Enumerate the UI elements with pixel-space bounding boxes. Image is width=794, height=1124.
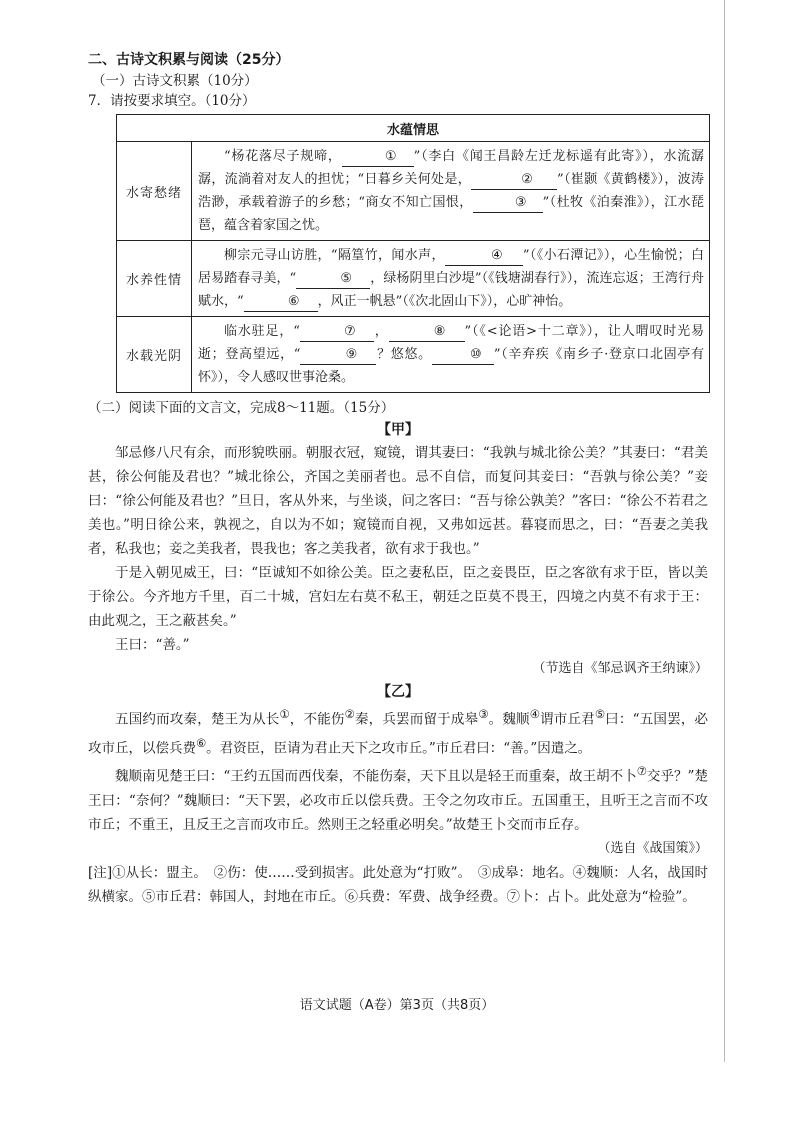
table-row (117, 317, 710, 393)
subsection-title-2: （二）阅读下面的文言文，完成8～11题。（15分） (88, 400, 395, 416)
row-text: 柳宗元寻山访胜，“隔篁竹，闻水声， ④ ”（《小石潭记》），心生愉悦；白居易踏春寻美，“ ⑤ ，绿杨阴里白沙堤”（《钱塘湖春行》），流连忘返；王湾行舟赋水，“ ⑥ ，风正一帆悬”（《次北固山下》），心旷神怡。 (192, 241, 710, 317)
table-row (117, 142, 710, 241)
exam-page (88, 40, 708, 909)
note-mark: ① (279, 708, 290, 721)
passage-jia-title: 【甲】 (377, 422, 419, 438)
blank-1[interactable]: ① (342, 148, 414, 167)
row-label: 水寄愁绪 (117, 142, 192, 241)
row-label: 水载光阴 (117, 317, 192, 393)
row-text: 临水驻足，“ ⑦ ， ⑧ ”（《<论语>十二章》），让人喟叹时光易逝；登高望远，“ ⑨ ？悠悠。 ⑩ ”（辛弃疾《南乡子·登京口北固亭有怀》），令人感叹世事沧桑。 (192, 317, 710, 393)
subsection-title-1: （一）古诗文积累（10分） (92, 73, 258, 89)
note-mark: ⑦ (636, 765, 647, 778)
blank-8[interactable]: ⑧ (389, 323, 465, 342)
note-mark: ⑥ (196, 736, 207, 750)
passage-yi-title: 【乙】 (377, 684, 419, 700)
passage-jia-paragraph: 于是入朝见威王，曰：“臣诚知不如徐公美。臣之妻私臣，臣之妾畏臣，臣之客欲有求于臣，皆以美于徐公。今齐地方千里，百二十城，宫妇左右莫不私王，朝廷之臣莫不畏王，四境之内莫不有求于王：由此观之，王之蔽甚矣。” (88, 565, 708, 629)
note-mark: ⑤ (594, 708, 606, 721)
passage-jia-paragraph: 王曰：“善。” (115, 637, 190, 653)
passage-jia-paragraph: 邹忌修八尺有余，而形貌昳丽。朝服衣冠，窥镜，谓其妻曰：“我孰与城北徐公美？”其妻曰：“君美甚，徐公何能及君也？”城北徐公，齐国之美丽者也。忌不自信，而复问其妾曰：“吾孰与徐公美？”妾曰：“徐公何能及君也？”旦日，客从外来，与坐谈，问之客曰：“吾与徐公孰美？”客曰：“徐公不若君之美也。”明日徐公来，孰视之，自以为不如；窥镜而自视，又弗如远甚。暮寝而思之，曰：“吾妻之美我者，私我也；妾之美我者，畏我也；客之美我者，欲有求于我也。” (88, 445, 708, 557)
note-mark: ③ (478, 708, 489, 721)
section-title: 二、古诗文积累与阅读（25分） (88, 52, 290, 68)
blank-5[interactable]: ⑤ (296, 270, 370, 289)
annotations: [注]①从长：盟主。 ②伤：使……受到损害。此处意为“打败”。 ③成皋：地名。④魏顺：人名，战国时纵横家。⑤市丘君：韩国人，封地在市丘。⑥兵费：军费、战争经费。⑦卜：占卜。此处意为“检验”。 (88, 864, 708, 905)
table-header: 水蕴情思 (117, 115, 710, 142)
blank-2[interactable]: ② (471, 171, 557, 190)
page-edge-line (724, 0, 725, 1062)
row-label: 水养性情 (117, 241, 192, 317)
passage-yi-paragraph: 五国约而攻秦，楚王为从长①，不能伤②秦，兵罢而留于成皋③。魏顺④谓市丘君⑤曰：“五国罢，必攻市丘，以偿兵费⑥。君资臣，臣请为君止天下之攻市丘。”市丘君曰：“善。”因遣之。 (88, 708, 709, 756)
table-row (117, 241, 710, 317)
question-7: 7．请按要求填空。（10分） (88, 93, 256, 109)
row-text: “杨花落尽子规啼， ① ”（李白《闻王昌龄左迁龙标遥有此寄》），水流潺潺，流淌着对友人的担忧；“日暮乡关何处是， ② ”（崔颢《黄鹤楼》），波涛浩渺，承载着游子的乡愁；“商女不知亡国恨， ③ ”（杜牧《泊秦淮》），江水琵琶，蕴含着家国之忧。 (192, 142, 710, 241)
fill-in-table (116, 114, 710, 393)
page-footer: 语文试题（A卷）第3页（共8页） (299, 998, 495, 1013)
blank-7[interactable]: ⑦ (300, 323, 374, 342)
blank-4[interactable]: ④ (445, 247, 523, 266)
passage-yi-paragraph: 魏顺南见楚王曰：“王约五国而西伐秦，不能伤秦，天下且以是轻王而重秦，故王胡不卜⑦交乎？”楚王曰：“奈何？”魏顺曰：“天下罢，必攻市丘以偿兵费。王令之勿攻市丘。五国重王，且听王之言而不攻市丘；不重王，且反王之言而攻市丘。然则王之轻重必明矣。”故楚王卜交而市丘存。 (88, 765, 708, 833)
passage-yi-source: （选自《战国策》） (597, 840, 708, 856)
note-mark: ② (344, 708, 355, 721)
blank-10[interactable]: ⑩ (432, 346, 494, 365)
blank-9[interactable]: ⑨ (300, 346, 376, 365)
blank-3[interactable]: ③ (473, 194, 543, 213)
blank-6[interactable]: ⑥ (244, 293, 318, 312)
passage-jia-source: （节选自《邹忌讽齐王纳谏》） (532, 661, 708, 676)
note-mark: ④ (529, 708, 541, 721)
